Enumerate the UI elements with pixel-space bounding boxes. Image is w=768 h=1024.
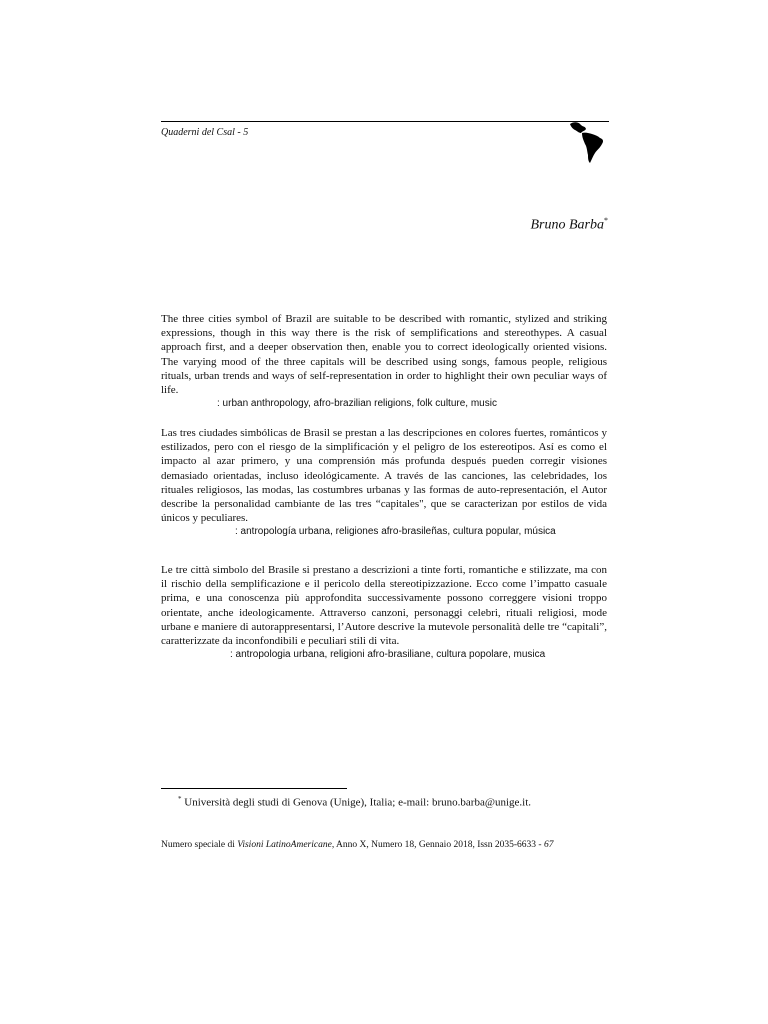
- south-america-map-icon: [568, 120, 610, 164]
- footnote-text: Università degli studi di Genova (Unige), Italia; e-mail: bruno.barba@unige.it.: [184, 796, 532, 809]
- abstract-spanish-text: Las tres ciudades simbólicas de Brasil se prestan a las descripciones en colores fuertes, románticos y estilizados, pero con el riesgo de la simplificación y el peligro de los estereotipos. Así es como el impacto al azar primero, y una comprensión más profunda después pueden corregir visiones demasiado orientadas, incluso ideológicamente. A través de las canciones, las celebridades, los rituales religiosos, las modas, las costumbres urbanas y las formas de auto-representación, el Autor describe la personalidad cambiante de las tres “capitales", que se caracterizan por estilos de vida únicos y peculiares.: [161, 427, 607, 525]
- footnote: [178, 795, 531, 809]
- page-footer: [161, 840, 553, 850]
- abstract-italian-text: Le tre città simbolo del Brasile si prestano a descrizioni a tinte forti, romantiche e stilizzate, ma con il rischio della semplificazione e il pericolo della stereotipizzazione. Ecco come l’impatto casuale prima, e una conoscenza più approfondita successivamente possono correggere visioni troppo orientate, anche ideologicamente. Attraverso canzoni, personaggi celebri, rituali religiosi, mode urbane e maniere di autorappresentarsi, l’Autore descrive la mutevole personalità delle tre “capitali”, caratterizzate da inconfondibili e peculiari stili di vita.: [161, 564, 607, 648]
- abstract-spanish: [161, 426, 607, 538]
- journal-label: Quaderni del Csal - 5: [161, 127, 249, 138]
- abstract-english: [161, 312, 607, 410]
- abstract-italian: [161, 563, 607, 661]
- footnote-rule: [161, 788, 347, 789]
- page-number: 67: [543, 840, 554, 850]
- author-name: [531, 216, 609, 234]
- keywords-spanish: : antropología urbana, religiones afro-brasileñas, cultura popular, música: [235, 526, 556, 538]
- author-name-text: Bruno Barba: [530, 217, 604, 233]
- keywords-italian: : antropologia urbana, religioni afro-brasiliane, cultura popolare, musica: [230, 649, 546, 661]
- footer-journal: Visioni LatinoAmericane: [237, 840, 332, 850]
- footer-details: , Anno X, Numero 18, Gennaio 2018, Issn 2035-6633 -: [331, 840, 544, 850]
- keywords-english: : urban anthropology, afro-brazilian religions, folk culture, music: [217, 398, 497, 410]
- abstract-english-text: The three cities symbol of Brazil are suitable to be described with romantic, stylized and striking expressions, though in this way there is the risk of semplifications and stereothypes. A casual approach first, and a deeper observation then, enable you to correct ideologically oriented visions. The varying mood of the three capitals will be described using songs, famous people, religious rituals, urban trends and ways of self-representation in order to highlight their own peculiar ways of life.: [161, 313, 607, 397]
- author-footnote-mark: *: [604, 216, 608, 225]
- footnote-mark: *: [178, 795, 182, 803]
- header-rule: [161, 121, 609, 122]
- footer-prefix: Numero speciale di: [161, 840, 238, 850]
